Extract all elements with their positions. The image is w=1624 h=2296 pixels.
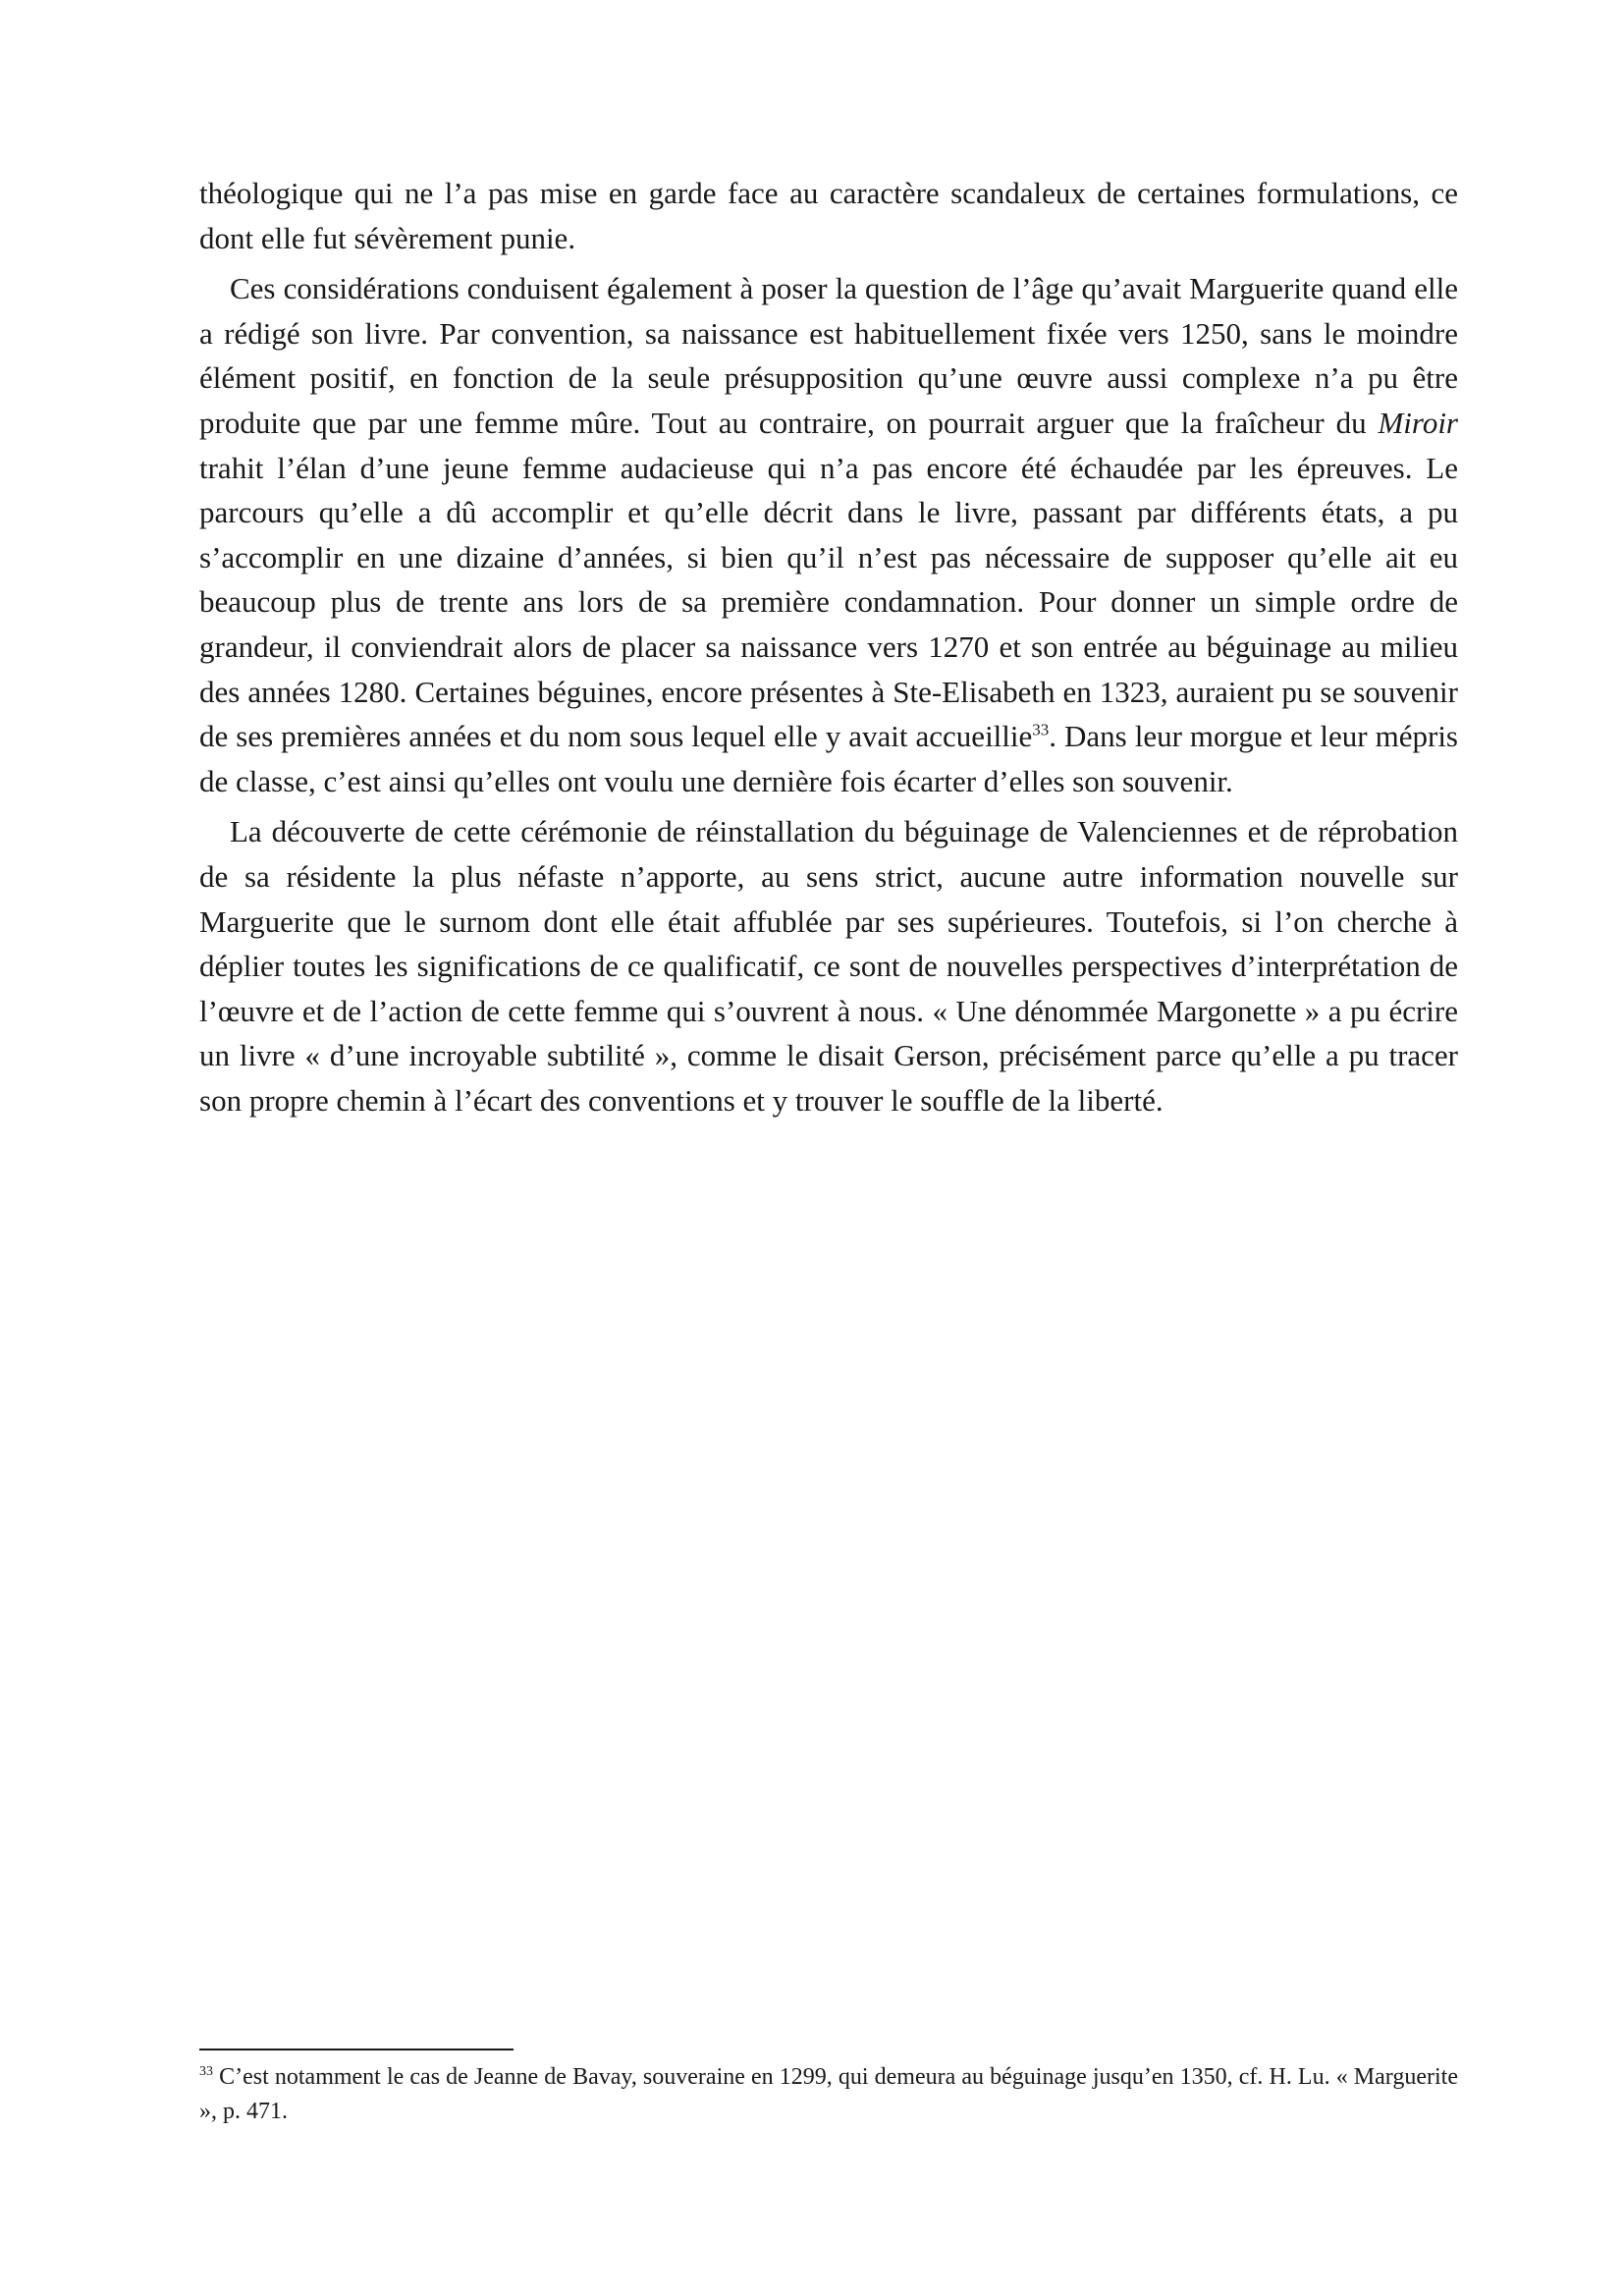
- body-text: [199, 171, 1458, 1122]
- footnote-33: [199, 2060, 1458, 2129]
- paragraph-2-part-c: . Dans leur morgue et leur mépris de classe, c’est ainsi qu’elles ont voulu une dernière fois écarter d’elles son souvenir.: [199, 719, 1459, 798]
- paragraph-1: théologique qui ne l’a pas mise en garde face au caractère scandaleux de certaines formulations, ce dont elle fut sévèrement punie.: [199, 176, 1458, 255]
- miroir-title: Miroir: [1378, 405, 1458, 440]
- paragraph-2-part-b: trahit l’élan d’une jeune femme audacieuse qui n’a pas encore été échaudée par les épreuves. Le parcours qu’elle a dû accomplir et qu’elle décrit dans le livre, passant par différents états, a pu s’accomplir en une dizaine d’années, si bien qu’il n’est pas nécessaire de supposer qu’elle ait eu beaucoup plus de trente ans lors de sa première condamnation. Pour donner un simple ordre de grandeur, il conviendrait alors de placer sa naissance vers 1270 et son entrée au béguinage au milieu des années 1280. Certaines béguines, encore présentes à Ste-Elisabeth en 1323, auraient pu se souvenir de ses premières années et du nom sous lequel elle y avait accueillie: [199, 450, 1458, 754]
- paragraph-2-part-a: Ces considérations conduisent également à poser la question de l’âge qu’avait Marguerite quand elle a rédigé son livre. Par convention, sa naissance est habituellement fixée vers 1250, sans le moindre élément positif, en fonction de la seule présupposition qu’une œuvre aussi complexe n’a pu être produite que par une femme mûre. Tout au contraire, on pourrait arguer que la fraîcheur du: [199, 271, 1458, 440]
- footnote-number: 33: [199, 2064, 213, 2079]
- paragraph-3: La découverte de cette cérémonie de réinstallation du béguinage de Valenciennes et de réprobation de sa résidente la plus néfaste n’apporte, au sens strict, aucune autre information nouvelle sur Marguerite que le surnom dont elle était affublée par ses supérieures. Toutefois, si l’on cherche à déplier toutes les significations de ce qualificatif, ce sont de nouvelles perspectives d’interprétation de l’œuvre et de l’action de cette femme qui s’ouvrent à nous. « Une dénommée Margonette » a pu écrire un livre « d’une incroyable subtilité », comme le disait Gerson, précisément parce qu’elle a pu tracer son propre chemin à l’écart des conventions et y trouver le souffle de la liberté.: [199, 814, 1458, 1118]
- paragraph-2: [199, 266, 1458, 803]
- footnote-separator: [199, 2049, 514, 2050]
- footnote-text: C’est notamment le cas de Jeanne de Bavay, souveraine en 1299, qui demeura au béguinage jusqu’en 1350, cf. H. Lu. « Marguerite », p. 471.: [199, 2064, 1458, 2124]
- footnote: [199, 2060, 1458, 2129]
- footnote-reference[interactable]: 33: [1032, 720, 1050, 739]
